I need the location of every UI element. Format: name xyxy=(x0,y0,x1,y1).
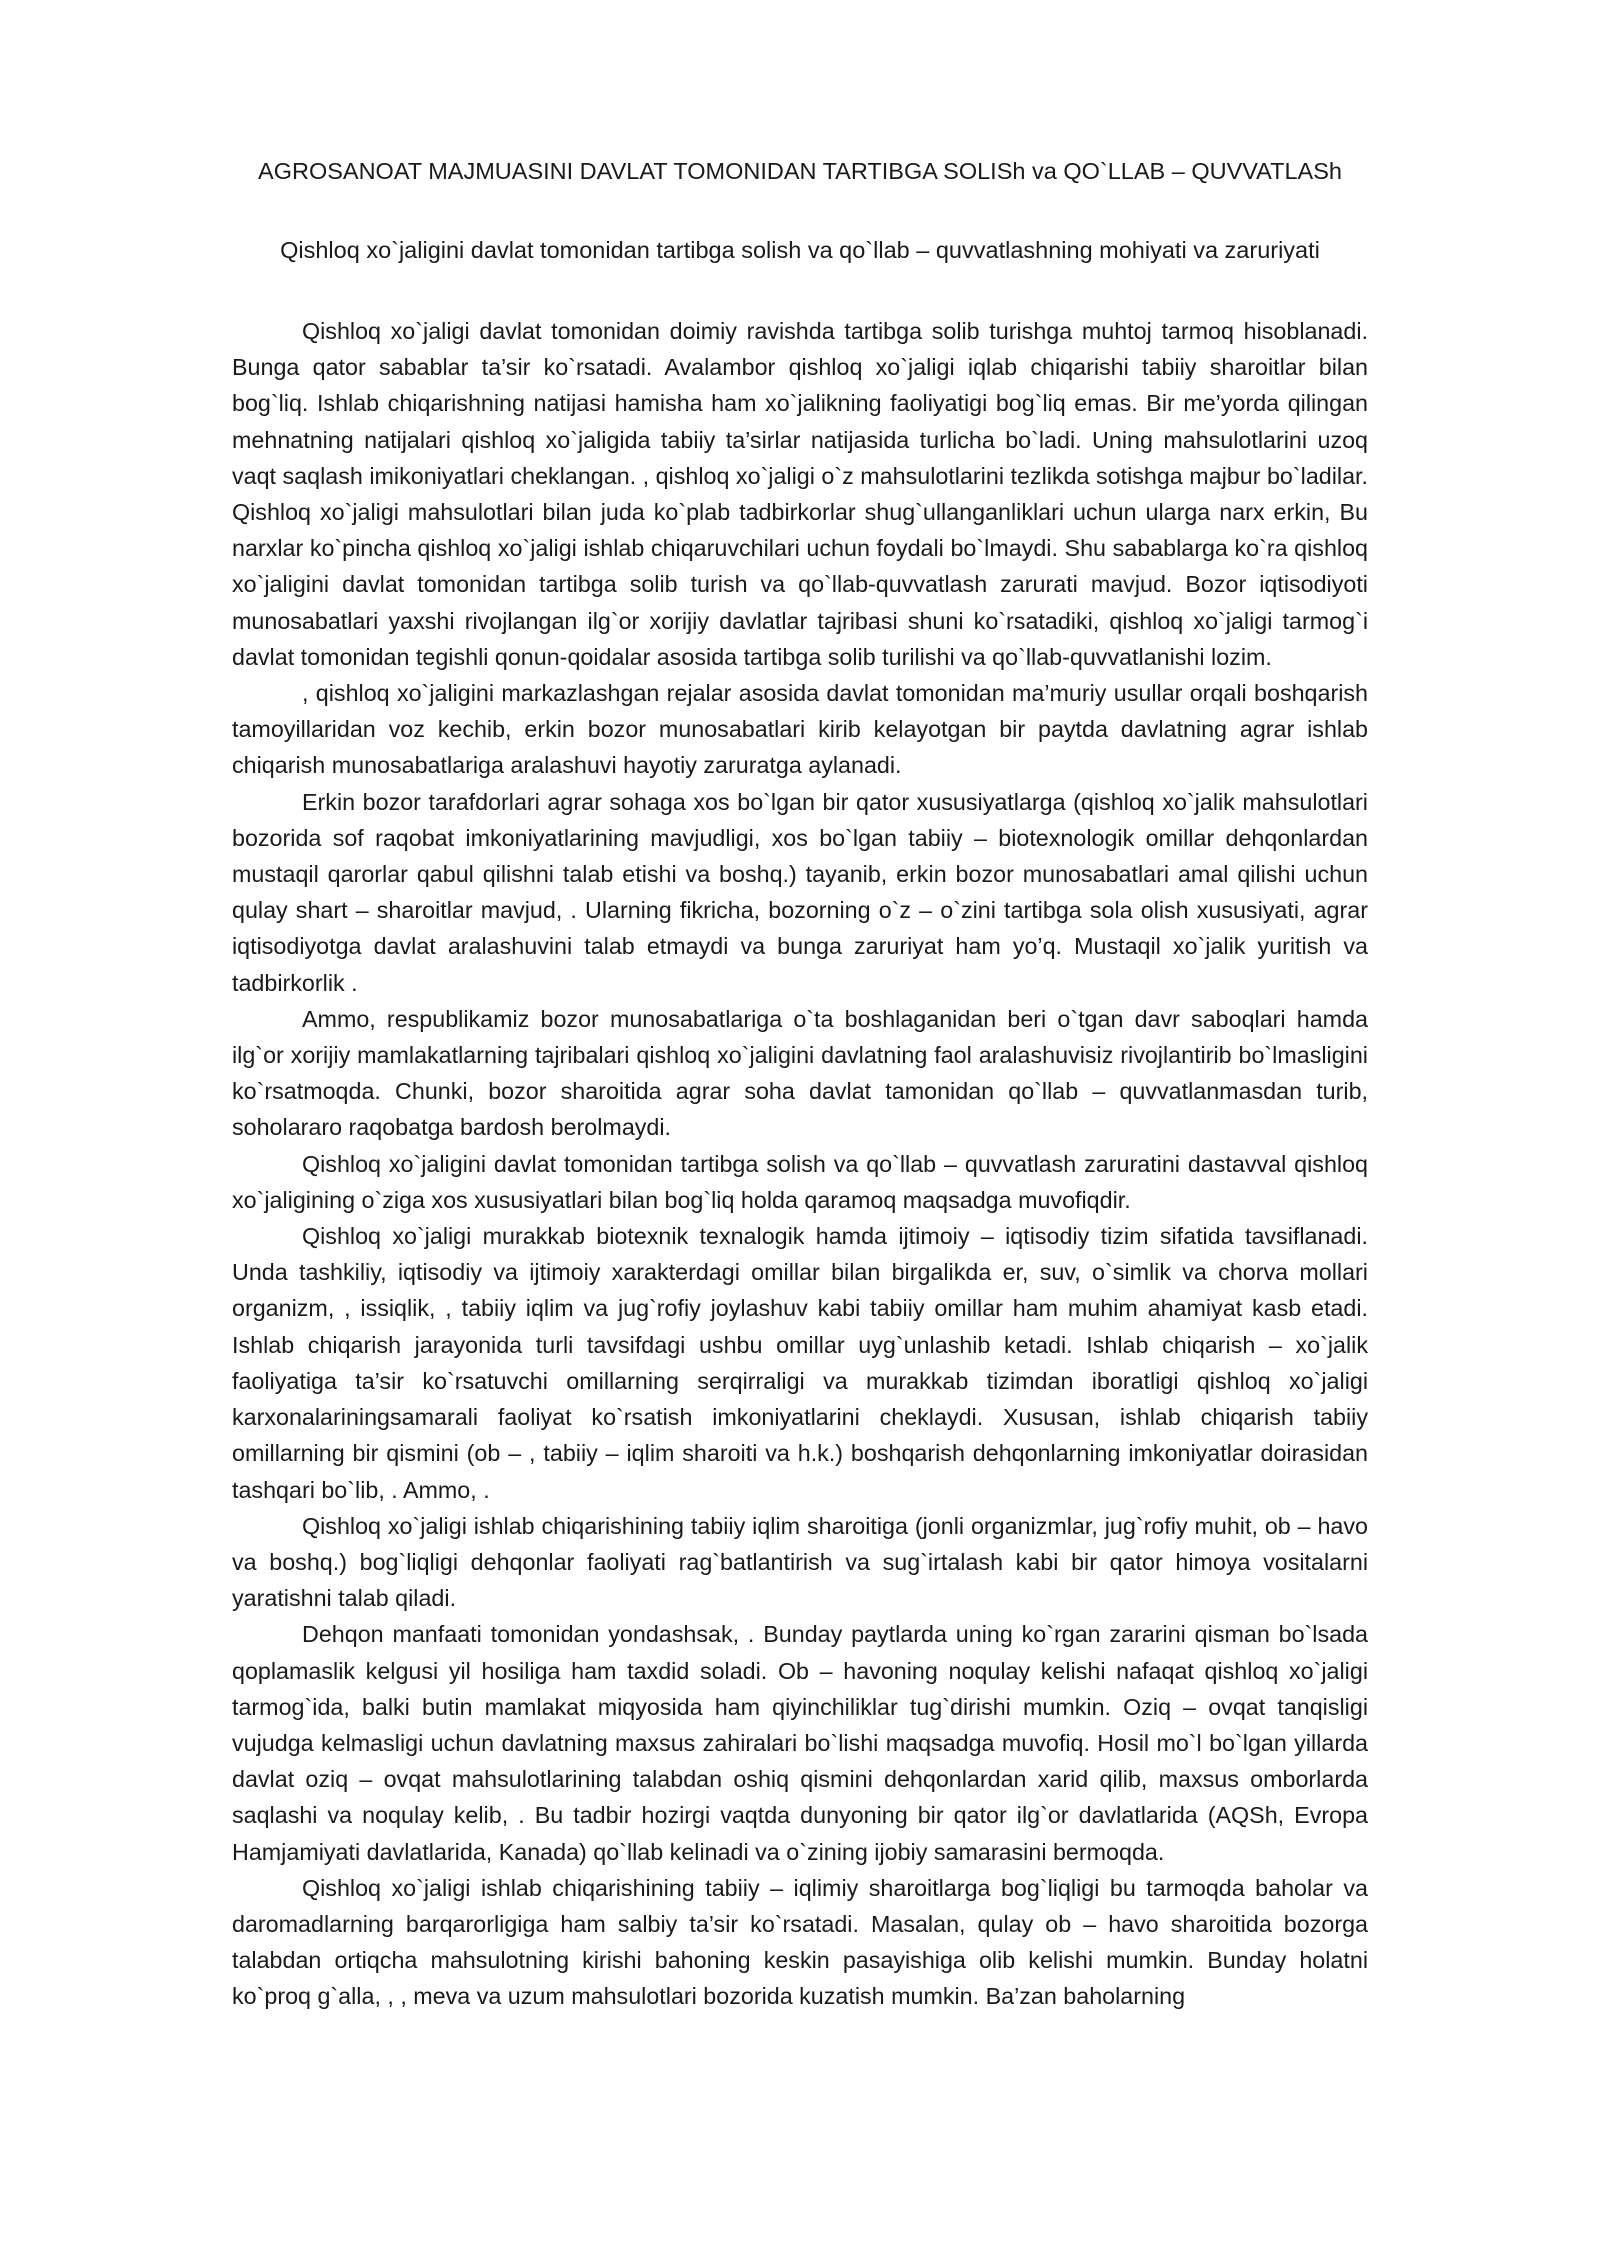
document-body xyxy=(232,313,1368,2015)
paragraph: Qishloq xo`jaligi davlat tomonidan doimiy ravishda tartibga solib turishga muhtoj tarmoq hisoblanadi. Bunga qator sabablar ta’sir ko`rsatadi. Avalambor qishloq xo`jaligi iqlab chiqarishi tabiiy sharoitlar bilan bog`liq. Ishlab chiqarishning natijasi hamisha ham xo`jalikning faoliyatigi bog`liq emas. Bir me’yorda qilingan mehnatning natijalari qishloq xo`jaligida tabiiy ta’sirlar natijasida turlicha bo`ladi. Uning mahsulotlarini uzoq vaqt saqlash imikoniyatlari cheklangan. , qishloq xo`jaligi o`z mahsulotlarini tezlikda sotishga majbur bo`ladilar. Qishloq xo`jaligi mahsulotlari bilan juda ko`plab tadbirkorlar shug`ullanganliklari uchun ularga narx erkin, Bu narxlar ko`pincha qishloq xo`jaligi ishlab chiqaruvchilari uchun foydali bo`lmaydi. Shu sabablarga ko`ra qishloq xo`jaligini davlat tomonidan tartibga solib turish va qo`llab-quvvatlash zarurati mavjud. Bozor iqtisodiyoti munosabatlari yaxshi rivojlangan ilg`or xorijiy davlatlar tajribasi shuni ko`rsatadiki, qishloq xo`jaligi tarmog`i davlat tomonidan tegishli qonun-qoidalar asosida tartibga solib turilishi va qo`llab-quvvatlanishi lozim. xyxy=(232,318,1368,670)
paragraph: , qishloq xo`jaligini markazlashgan rejalar asosida davlat tomonidan ma’muriy usullar orqali boshqarish tamoyillaridan voz kechib, erkin bozor munosabatlari kirib kelayotgan bir paytda davlatning agrar ishlab chiqarish munosabatlariga aralashuvi hayotiy zaruratga aylanadi. xyxy=(232,680,1368,779)
paragraph: Qishloq xo`jaligini davlat tomonidan tartibga solish va qo`llab – quvvatlash zaruratini dastavval qishloq xo`jaligining o`ziga xos xususiyatlari bilan bog`liq holda qaramoq maqsadga muvofiqdir. xyxy=(232,1150,1368,1213)
paragraph: Ammo, respublikamiz bozor munosabatlariga o`ta boshlaganidan beri o`tgan davr saboqlari hamda ilg`or xorijiy mamlakatlarning tajribalari qishloq xo`jaligini davlatning faol aralashuvisiz rivojlantirib bo`lmasligini ko`rsatmoqda. Chunki, bozor sharoitida agrar soha davlat tamonidan qo`llab – quvvatlanmasdan turib, soholararo raqobatga bardosh berolmaydi. xyxy=(232,1005,1368,1141)
paragraph: Qishloq xo`jaligi murakkab biotexnik texnalogik hamda ijtimoiy – iqtisodiy tizim sifatida tavsiflanadi. Unda tashkiliy, iqtisodiy va ijtimoiy xarakterdagi omillar bilan birgalikda er, suv, o`simlik va chorva mollari organizm, , issiqlik, , tabiiy iqlim va jug`rofiy joylashuv kabi tabiiy omillar ham muhim ahamiyat kasb etadi. Ishlab chiqarish jarayonida turli tavsifdagi ushbu omillar uyg`unlashib ketadi. Ishlab chiqarish – xo`jalik faoliyatiga ta’sir ko`rsatuvchi omillarning serqirraligi va murakkab tizimdan iboratligi qishloq xo`jaligi karxonalariningsamarali faoliyat ko`rsatish imkoniyatlarini cheklaydi. Xususan, ishlab chiqarish tabiiy omillarning bir qismini (ob – , tabiiy – iqlim sharoiti va h.k.) boshqarish dehqonlarning imkoniyatlar doirasidan tashqari bo`lib, . Ammo, . xyxy=(232,1223,1368,1503)
paragraph: Qishloq xo`jaligi ishlab chiqarishining tabiiy iqlim sharoitiga (jonli organizmlar, jug`rofiy muhit, ob – havo va boshq.) bog`liqligi dehqonlar faoliyati rag`batlantirish va sug`irtalash kabi bir qator himoya vositalarni yaratishni talab qiladi. xyxy=(232,1512,1368,1612)
paragraph: Qishloq xo`jaligi ishlab chiqarishining tabiiy – iqlimiy sharoitlarga bog`liqligi bu tarmoqda baholar va daromadlarning barqarorligiga ham salbiy ta’sir ko`rsatadi. Masalan, qulay ob – havo sharoitida bozorga talabdan ortiqcha mahsulotning kirishi bahoning keskin pasayishiga olib kelishi mumkin. Bunday holatni ko`proq g`alla, , , meva va uzum mahsulotlari bozorida kuzatish mumkin. Ba’zan baholarning xyxy=(232,1874,1368,2010)
paragraph: Erkin bozor tarafdorlari agrar sohaga xos bo`lgan bir qator xususiyatlarga (qishloq xo`jalik mahsulotlari bozorida sof raqobat imkoniyatlarining mavjudligi, xos bo`lgan tabiiy – biotexnologik omillar dehqonlardan mustaqil qarorlar qabul qilishni talab etishi va boshq.) tayanib, erkin bozor munosabatlari amal qilishi uchun qulay shart – sharoitlar mavjud, . Ularning fikricha, bozorning o`z – o`zini tartibga sola olish xususiyati, agrar iqtisodiyotga davlat aralashuvini talab etmaydi va bunga zaruriyat ham yo’q. Mustaqil xo`jalik yuritish va tadbirkorlik . xyxy=(232,788,1368,996)
document-subtitle: Qishloq xo`jaligini davlat tomonidan tartibga solish va qo`llab – quvvatlashning mohiyati va zaruriyati xyxy=(280,237,1320,263)
document-title: AGROSANOAT MAJMUASINI DAVLAT TOMONIDAN TARTIBGA SOLISh va QO`LLAB – QUVVATLASh xyxy=(258,158,1342,184)
paragraph: Dehqon manfaati tomonidan yondashsak, . Bunday paytlarda uning ko`rgan zararini qisman bo`lsada qoplamaslik kelgusi yil hosiliga ham taxdid soladi. Ob – havoning noqulay kelishi nafaqat qishloq xo`jaligi tarmog`ida, balki butin mamlakat miqyosida ham qiyinchiliklar tug`dirishi mumkin. Oziq – ovqat tanqisligi vujudga kelmasligi uchun davlatning maxsus zahiralari bo`lishi maqsadga muvofiq. Hosil mo`l bo`lgan yillarda davlat oziq – ovqat mahsulotlarining talabdan oshiq qismini dehqonlardan xarid qilib, maxsus omborlarda saqlashi va noqulay kelib, . Bu tadbir hozirgi vaqtda dunyoning bir qator ilg`or davlatlarida (AQSh, Evropa Hamjamiyati davlatlarida, Kanada) qo`llab kelinadi va o`zining ijobiy samarasini bermoqda. xyxy=(232,1621,1368,1865)
